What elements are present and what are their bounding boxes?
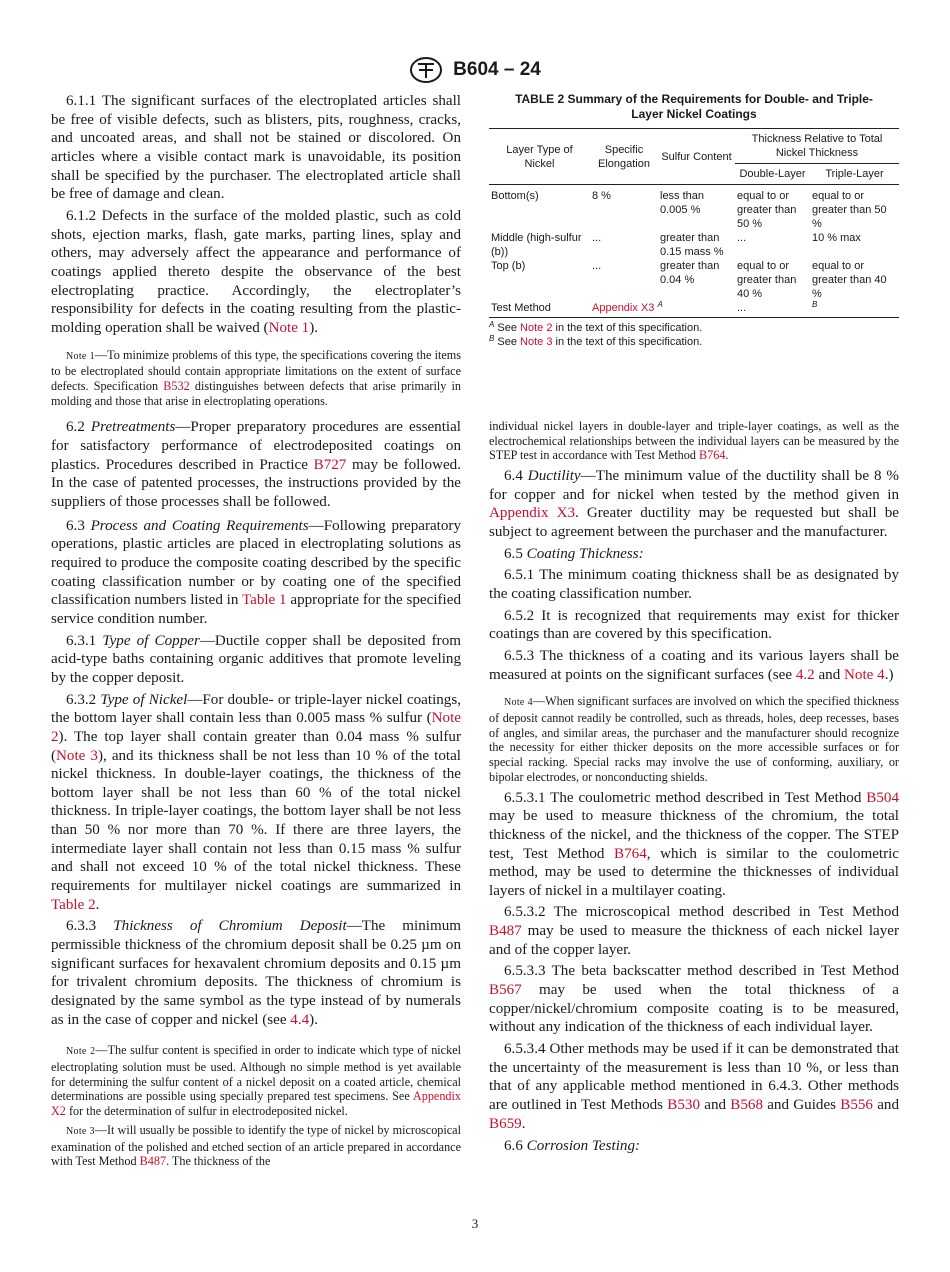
paragraph-6-5-3-3: 6.5.3.3 The beta backscatter method described in Test Method B567 may be used when the total thickness of a copper/nickel/chromium composite coating is to be measured, without any indication of the thickness of each individual layer. (489, 963, 899, 1036)
b487-link-2[interactable]: B487 (489, 923, 522, 940)
paragraph-6-5: 6.5 Coating Thickness: (504, 545, 644, 562)
paragraph-6-3-1: 6.3.1 Type of Copper—Ductile copper shall be deposited from acid-type baths containing organic additives that promote leveling by the copper deposit. (51, 632, 461, 686)
b659-link[interactable]: B659 (489, 1115, 522, 1132)
page-number: 3 (471, 1216, 479, 1231)
paragraph-6-6: 6.6 Corrosion Testing: (504, 1138, 641, 1155)
paragraph-6-1-2: 6.1.2 Defects in the surface of the molded plastic, such as cold shots, ejection marks, flash, gate marks, parting lines, splay and others, may adversely affect the appearance and performance of coatings applied thereto despite the observance of the best electroplating practice. Accordingly, the electroplater’s responsibility for defects in the coating resulting from the plastic-molding operation shall be waived (Note 1). (51, 207, 461, 336)
right-column (489, 92, 899, 1156)
b532-link[interactable]: B532 (163, 378, 190, 393)
b567-link[interactable]: B567 (489, 982, 522, 999)
table-row: Middle (high-sulfur (b)) ... greater than 0.15 mass % ... 10 % max (491, 232, 861, 258)
page-header (0, 56, 950, 84)
paragraph-6-5-3-1: 6.5.3.1 The coulometric method described in Test Method B504 may be used to measure thickness of the chromium, the total thickness of the nickel, and the thickness of the copper. The STEP test, Test Method B764, which is similar to the coulometric method, may be used to determine the thicknesses of individual layers of nickel in a multilayer coating. (489, 789, 900, 899)
paragraph-6-3-2: 6.3.2 Type of Nickel—For double- or triple-layer nickel coatings, the bottom layer shall contain less than 0.005 mass % sulfur (Note 2). The top layer shall contain greater than 0.04 mass % sulfur (Note 3), and its thickness shall be not less than 10 % of the total nickel thickness. In double-layer coatings, the thickness of the bottom layer shall be not less than 60 % of the total nickel thickness. In triple-layer coatings, the bottom layer shall be not less than 50 % nor more than 70 %. If there are three layers, the intermediate layer shall contain not less than 0.15 mass % sulfur and shall not exceed 10 % of the total nickel thickness. These requirements for multilayer nickel coatings are summarized in Table 2. (51, 691, 462, 913)
left-column (51, 92, 461, 1169)
b530-link[interactable]: B530 (667, 1097, 701, 1114)
note-1-link[interactable]: Note 1 (268, 319, 310, 336)
b556-link[interactable]: B556 (840, 1097, 873, 1114)
header-sulfur: Sulfur Content (658, 129, 735, 185)
note-4-link[interactable]: Note 4 (844, 666, 885, 683)
paragraph-6-3: 6.3 Process and Coating Requirements—Following preparatory operations, plastic articles are placed in electroplating solutions as required to produce the composite coating described by the specific coating classification number or by coating one of the specified classification numbers listed in Table 1 appropriate for the specified service condition number. (51, 517, 462, 627)
footnote-note-2-link[interactable]: Note 2 (520, 322, 553, 334)
paragraph-6-3-3: 6.3.3 Thickness of Chromium Deposit—The minimum permissible thickness of the chromium deposit shall be 0.25 µm on significant surfaces for hexavalent chromium deposits and 0.15 µm for trivalent chromium deposits. The thickness of chromium is designated by the same symbol as the type instead of by numerals as in the case of copper and nickel (see 4.4). (51, 918, 461, 1028)
paragraph-6-5-1: 6.5.1 The minimum coating thickness shall be as designated by the coating classification number. (489, 567, 899, 603)
note-3-link[interactable]: Note 3 (56, 747, 98, 764)
table-footnote-a: $^A$ See Note 2 in the text of this specification. (489, 320, 703, 334)
header-double: Double-Layer (735, 164, 810, 185)
table-row: Bottom(s) 8 % less than 0.005 % equal to or greater than 50 % equal to or greater than 50 % (491, 190, 887, 230)
note-2-link[interactable]: Note 2 (51, 710, 461, 745)
footnote-note-3-link[interactable]: Note 3 (520, 336, 553, 348)
appendix-x3-link[interactable]: Appendix X3 (489, 505, 576, 522)
b764-link-2[interactable]: B764 (614, 845, 647, 862)
note-3: Note 3—It will usually be possible to identify the type of nickel by microscopical examination of the polished and etched section of an article prepared in accordance with Test Method B487. The thickness of the (51, 1122, 461, 1169)
appendix-x3-table-link[interactable]: Appendix X3 (592, 302, 655, 314)
note-1: Note 1—To minimize problems of this type, the specifications covering the items to be electroplated should contain appropriate limitations on the extent of surface defects. Specification B532 distinguishes between defects that arise primarily in molding and those that arise in electroplating operations. (51, 347, 461, 408)
b764-link[interactable]: B764 (699, 448, 726, 463)
header-triple: Triple-Layer (810, 164, 899, 185)
header-elongation: Specific Elongation (590, 129, 658, 185)
header-thickness-group: Thickness Relative to Total Nickel Thickness (735, 129, 899, 164)
table-2 (489, 128, 899, 318)
table-row: Top (b) ... greater than 0.04 % equal to or greater than 40 % equal to or greater than 40 % (491, 260, 887, 300)
note-2: Note 2—The sulfur content is specified in order to indicate which type of nickel electroplating solution must be used. Although no simple method is yet available for determining the sulfur content of a nickel deposit on a coated article, chemical determinations are possible using specially prepared test specimens. See Appendix X2 for the determination of sulfur in electrodeposited nickel. (51, 1043, 461, 1119)
paragraph-6-4: 6.4 Ductility—The minimum value of the ductility shall be 8 % for copper and for nickel when tested by the method given in Appendix X3. Greater ductility may be requested but shall be subject to agreement between the purchaser and the manufacturer. (489, 468, 900, 541)
note-4: Note 4—When significant surfaces are involved on which the specified thickness of deposit cannot readily be controlled, such as threads, holes, deep recesses, bases of angles, and similar areas, the purchaser and the manufacturer should recognize the necessity for either thicker deposits on the more accessible surfaces or for special racking. Special racks may involve the use of conforming, auxiliary, or bipolar electrodes, or nonconducting shields. (489, 694, 899, 784)
appendix-x2-link[interactable]: Appendix X2 (51, 1089, 461, 1119)
table-row-test-method: Test Method Appendix X3 $^A$ ... $^B$ (489, 301, 899, 318)
paragraph-6-1-1: 6.1.1 The significant surfaces of the electroplated articles shall be free of visible defects, such as blisters, pits, roughness, cracks, and uncoated areas, and shall not be stained or discolored. On articles where a visible contact mark is unavoidable, its position shall be specified by the purchaser. The electroplated article shall be free of damage and clean. (51, 93, 461, 203)
section-4-4-link[interactable]: 4.4 (290, 1011, 310, 1028)
table-1-link[interactable]: Table 1 (241, 592, 287, 609)
paragraph-6-2: 6.2 Pretreatments—Proper preparatory procedures are essential for satisfactory performance of electrodeposited coatings on plastics. Procedures described in Practice B727 may be followed. In the case of patented processes, the instructions provided by the suppliers of those processes shall be followed. (51, 419, 462, 510)
table-2-title: TABLE 2 Summary of the Requirements for Double- and Triple- Layer Nickel Coatings (515, 92, 873, 121)
b568-link[interactable]: B568 (730, 1097, 763, 1114)
paragraph-6-5-3-4: 6.5.3.4 Other methods may be used if it can be demonstrated that the uncertainty of the measurement is less than 10 %, or less than that of any applicable method mentioned in 6.4.3. Other methods are outlined in Test Methods B530 and B568 and Guides B556 and B659. (489, 1041, 900, 1132)
standard-number: B604 – 24 (453, 59, 541, 80)
section-4-2-link[interactable]: 4.2 (795, 666, 815, 683)
table-2-block (489, 92, 899, 349)
table-2-link[interactable]: Table 2 (51, 896, 96, 913)
header-layer-type: Layer Type of Nickel (489, 129, 590, 185)
table-footnote-b: $^B$ See Note 3 in the text of this specification. (489, 334, 703, 348)
astm-logo-icon (409, 56, 443, 84)
note-3-continued: individual nickel layers in double-layer and triple-layer coatings, as well as the electrochemical relationships between the individual layers can be measured by the STEP test in accordance with Test Method B764. (489, 419, 899, 463)
paragraph-6-5-3: 6.5.3 The thickness of a coating and its various layers shall be measured at points on the significant surfaces (see 4.2 and Note 4.) (489, 648, 899, 683)
paragraph-6-5-3-2: 6.5.3.2 The microscopical method described in Test Method B487 may be used to measure the thickness of each nickel layer and of the copper layer. (489, 904, 899, 958)
paragraph-6-5-2: 6.5.2 It is recognized that requirements may exist for thicker coatings than are covered by this specification. (489, 607, 899, 643)
b487-link[interactable]: B487 (139, 1154, 167, 1169)
b504-link[interactable]: B504 (866, 789, 899, 806)
b727-link[interactable]: B727 (313, 456, 347, 473)
